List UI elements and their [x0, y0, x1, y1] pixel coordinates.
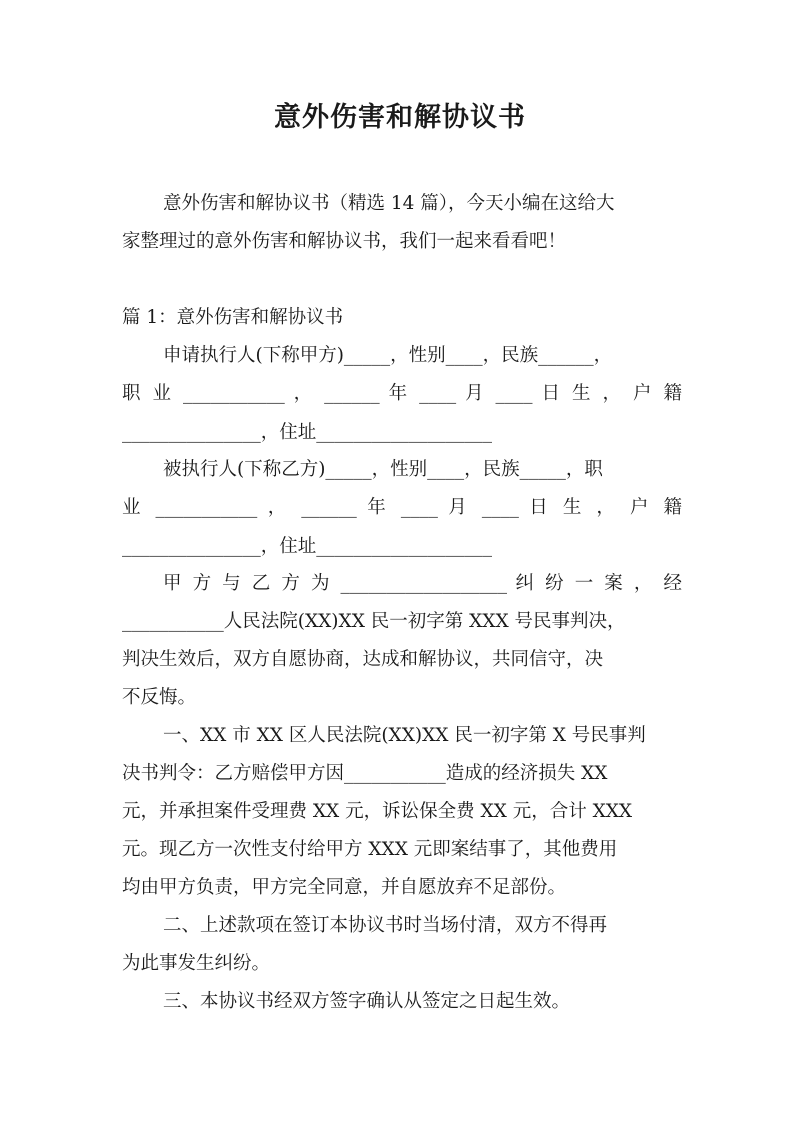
clause-2-line-1: 二、上述款项在签订本协议书时当场付清，双方不得再 — [163, 915, 608, 936]
clause-3-line-1: 三、本协议书经双方签字确认从签定之日起生效。 — [163, 991, 571, 1012]
case-line-3: 判决生效后，双方自愿协商，达成和解协议，共同信守，决 — [122, 649, 604, 670]
party-b-line-1: 被执行人(下称乙方)_____，性别____，民族_____，职 — [163, 459, 603, 480]
section-heading: 篇 1：意外伤害和解协议书 — [122, 307, 344, 328]
party-b-line-2: 业 ___________ ， ______ 年 ____ 月 ____ 日 生 ， 户 籍 — [122, 497, 682, 518]
case-line-1: 甲 方 与 乙 方 为 __________________ 纠 纷 一 案 ， 经 — [163, 573, 682, 594]
intro-line-1: 意外伤害和解协议书（精选 14 篇），今天小编在这给大 — [163, 193, 615, 214]
party-a-line-2: 职 业 ___________ ， ______ 年 ____ 月 ____ 日 生 ， 户 籍 — [122, 383, 682, 404]
party-b-line-3: _______________，住址___________________ — [122, 536, 493, 557]
clause-1-line-2: 决书判令：乙方赔偿甲方因___________造成的经济损失 XX — [122, 763, 608, 784]
party-a-line-1: 申请执行人(下称甲方)_____，性别____，民族______， — [163, 345, 613, 366]
clause-1-line-5: 均由甲方负责，甲方完全同意，并自愿放弃不足部份。 — [122, 877, 567, 898]
intro-line-2: 家整理过的意外伤害和解协议书，我们一起来看看吧！ — [122, 231, 567, 252]
clause-2-line-2: 为此事发生纠纷。 — [122, 953, 271, 974]
clause-1-line-3: 元，并承担案件受理费 XX 元，诉讼保全费 XX 元，合计 XXX — [122, 801, 633, 822]
case-line-2: ___________人民法院(XX)XX 民一初字第 XXX 号民事判决， — [122, 611, 626, 632]
clause-1-line-1: 一、XX 市 XX 区人民法院(XX)XX 民一初字第 X 号民事判 — [163, 725, 646, 746]
case-line-4: 不反悔。 — [122, 687, 197, 708]
clause-1-line-4: 元。现乙方一次性支付给甲方 XXX 元即案结事了，其他费用 — [122, 839, 618, 860]
party-a-line-3: _______________，住址___________________ — [122, 422, 493, 443]
document-title: 意外伤害和解协议书 — [274, 102, 526, 133]
